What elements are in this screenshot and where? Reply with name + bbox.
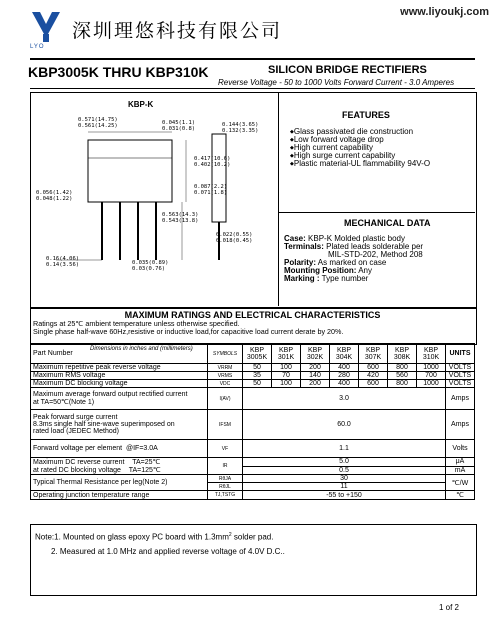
page-number: 1 of 2 xyxy=(438,603,459,612)
header-part: KBP 304K xyxy=(330,344,359,364)
title-rule xyxy=(30,88,475,89)
header-part: KBP 301K xyxy=(272,344,301,364)
logo-text: LYO xyxy=(30,44,45,50)
feature-item: ◆ Low forward voltage drop xyxy=(290,136,430,144)
part-title: KBP3005K THRU KBP310K xyxy=(28,64,209,80)
header-rule xyxy=(30,58,475,60)
category-title: SILICON BRIDGE RECTIFIERS xyxy=(268,64,427,76)
table-row: 0.5 mA xyxy=(31,466,475,475)
mechanical-data: Case: KBP-K Molded plastic body Terminals: Plated leads solderable per MIL-STD-202, Method 208 Polarity: As marked on case Mounting Position: Any Marking : Type number xyxy=(284,234,424,283)
table-row: Maximum DC blocking voltage VDC 50 100 200 400 600 800 1000 VOLTS xyxy=(31,380,475,388)
notes: Note:1. Mounted on glass epoxy PC board with $1.3mm^2$ solder pad. 2. Measured at 1.0 MHz and applied reverse voltage of 4.0V D.C.. xyxy=(35,532,285,556)
ratings-conditions: Ratings at 25℃ ambient temperature unless otherwise specified. Single phase half-wave 60Hz,resistive or inductive load,for capacitive load current derate by 20%. xyxy=(33,319,344,336)
feature-item: ◆ Plastic material-UL flammability 94V-O xyxy=(290,160,430,168)
features-title: FEATURES xyxy=(342,110,390,120)
website-url: www.liyoukj.com xyxy=(400,6,489,18)
table-row: RθJL 11 xyxy=(31,483,475,491)
company-name: 深圳理悠科技有限公司 xyxy=(72,20,283,42)
dim-height: 0.417(10.6) 0.402(10.2) xyxy=(194,156,231,168)
feature-item: ◆ Glass passivated die construction xyxy=(290,128,430,136)
ratings-table xyxy=(30,343,475,500)
dim-lead-thickness: 0.022(0.55) 0.018(0.45) xyxy=(216,232,253,244)
table-row: Maximum RMS voltage VRMS 35 70 140 280 420 560 700 VOLTS xyxy=(31,372,475,380)
subtitle: Reverse Voltage - 50 to 1000 Volts Forward Current - 3.0 Amperes xyxy=(218,78,455,87)
table-row: Peak forward surge current 8.3ms single half sine-wave superimposed on rated load (JEDEC Method) IFSM 60.0 Amps xyxy=(31,410,475,440)
table-row: Forward voltage per element @IF=3.0A VF 1.1 Volts xyxy=(31,440,475,458)
dim-lead-width: 0.035(0.89) 0.03(0.76) xyxy=(132,260,169,272)
dim-chamfer: 0.056(1.42) 0.048(1.22) xyxy=(36,190,73,202)
header-part: KBP 302K xyxy=(301,344,330,364)
header-part: KBP 307K xyxy=(359,344,388,364)
table-row: Typical Thermal Resistance per leg(Note 2) RθJA 30 ℃/W xyxy=(31,475,475,483)
table-row: Maximum DC reverse current TA=25℃ at rated DC blocking voltage TA=125℃ IR 5.0 μA xyxy=(31,458,475,467)
dimension-note: Dimensions in inches and (millimeters) xyxy=(90,346,193,352)
section-divider xyxy=(278,92,279,306)
table-row: Operating junction temperature range TJ,TSTG -55 to +150 ℃ xyxy=(31,491,475,500)
dim-lead-spacing: 0.16(4.06) 0.14(3.56) xyxy=(46,256,80,268)
feature-item: ◆ High surge current capability xyxy=(290,152,430,160)
package-label: KBP-K xyxy=(128,100,154,109)
header-symbols: SYMBOLS xyxy=(208,344,243,364)
ratings-title: MAXIMUM RATINGS AND ELECTRICAL CHARACTERISTICS xyxy=(124,310,381,320)
section-divider-h xyxy=(278,212,475,213)
dim-thickness: 0.144(3.65) 0.132(3.35) xyxy=(222,122,259,134)
header-part: KBP 308K xyxy=(388,344,417,364)
dim-width: 0.571(14.75) 0.561(14.25) xyxy=(78,117,118,129)
header-part: KBP 3005K xyxy=(243,344,272,364)
feature-item: ◆ High current capability xyxy=(290,144,430,152)
table-row: Maximum repetitive peak reverse voltage VRRM 50 100 200 400 600 800 1000 VOLTS xyxy=(31,364,475,372)
header-part-number: Part Number xyxy=(31,344,208,364)
dim-lead-length: 0.563(14.3) 0.543(13.8) xyxy=(162,212,199,224)
table-row: Maximum average forward output rectified current at TA=50℃(Note 1) I(AV) 3.0 Amps xyxy=(31,388,475,410)
header-units: UNITS xyxy=(446,344,475,364)
dim-top-edge: 0.045(1.1) 0.031(0.8) xyxy=(162,120,196,132)
dim-lead-pitch: 0.087(2.2) 0.071(1.8) xyxy=(194,184,228,196)
features-list xyxy=(290,128,430,169)
mechanical-title: MECHANICAL DATA xyxy=(344,218,431,228)
header-part: KBP 310K xyxy=(417,344,446,364)
company-logo xyxy=(30,10,62,44)
